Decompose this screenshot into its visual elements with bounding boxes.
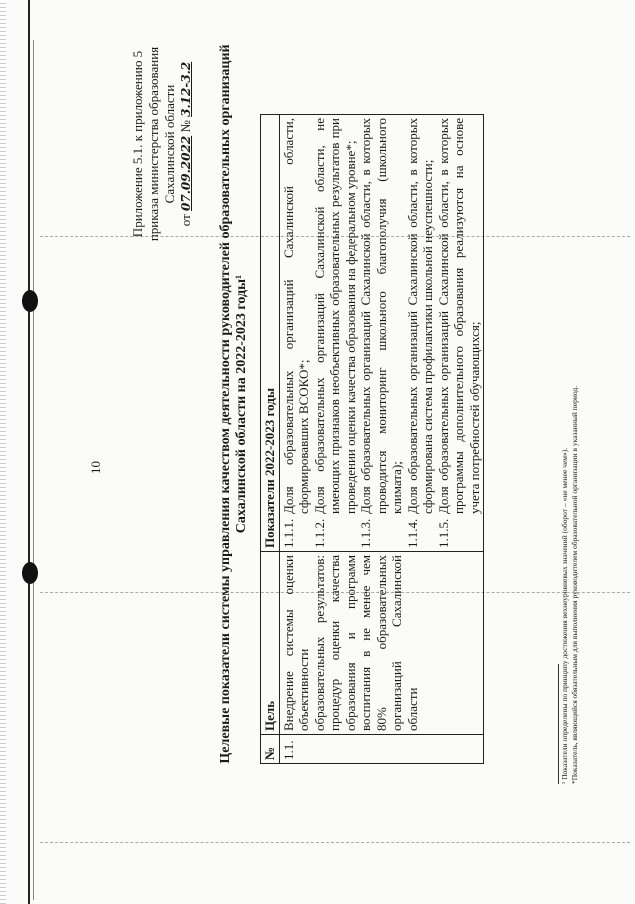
table-row	[279, 115, 484, 764]
title-line: Сахалинской области на 2022-2023 годы¹	[234, 274, 249, 534]
annex-header	[130, 24, 194, 264]
indicators-table	[260, 114, 484, 764]
row-goal: Внедрение системы оценки объективности образовательных результатов: процедур оценки качества образования и программ воспитания в не менее чем 80% образовательных организаций Сахалинской области	[279, 552, 484, 735]
footnotes	[560, 386, 580, 784]
footnote-separator	[558, 664, 559, 784]
handwritten-number: 3.12-3.2	[179, 61, 193, 117]
handwritten-date: 07.09.2022	[179, 135, 193, 211]
indicator-item	[312, 118, 359, 548]
indicator-text: Доля образовательных организаций Сахалинской области, сформировавших ВСОКО*;	[280, 118, 311, 514]
indicator-number: 1.1.4.	[404, 518, 420, 548]
table-header-row	[261, 115, 280, 764]
header-num: №	[261, 735, 280, 764]
header-goal: Цель	[261, 552, 280, 735]
footnote: ¹ Показатели определены по принципу достижения вехнеуровневых значений (оборот – «не менее чем»).	[560, 447, 569, 784]
indicator-item	[405, 118, 436, 548]
document-title	[218, 24, 250, 784]
indicator-number: 1.1.1.	[280, 518, 296, 548]
indicator-number: 1.1.5.	[435, 518, 451, 548]
number-label: №	[178, 120, 193, 133]
indicator-text: Доля образовательных организаций Сахалинской области, в которых программы дополнительного образования реализуются на основе учета потребностей обучающихся;	[435, 118, 482, 514]
annex-line: Сахалинской области	[162, 84, 177, 204]
annex-date-line	[178, 24, 194, 264]
header-indicators: Показатели 2022-2023 годы	[261, 115, 280, 552]
annex-line: Приложение 5.1. к приложению 5	[130, 50, 145, 238]
row-indicators	[279, 115, 484, 552]
indicator-text: Доля образовательных организаций Сахалинской области, в которых проводится мониторинг школьного благополучия (школьного климата);	[358, 118, 404, 514]
indicator-number: 1.1.3.	[358, 518, 373, 548]
annex-line: приказа министерства образования	[146, 46, 161, 242]
indicator-text: Доля образовательных организаций Сахалинской области, не имеющих признаков необъективных образовательных результатов при проведении оценки качества образования на федеральном уровне*;	[311, 118, 358, 514]
indicator-number: 1.1.2.	[311, 518, 327, 548]
indicator-item	[358, 118, 405, 548]
title-line: Целевые показатели системы управления качеством деятельности руководителей образовательных организаций	[218, 44, 233, 764]
footnote: *Показатель, являющийся обязательным для выполнения руководителем образовательной организации в указанный период.	[570, 385, 579, 784]
date-prefix: от	[178, 214, 193, 227]
indicator-item	[436, 118, 483, 548]
indicator-item	[281, 118, 312, 548]
row-number: 1.1.	[279, 735, 484, 764]
indicator-text: Доля образовательных организаций Сахалинской области, в которых сформирована система профилактики школьной неуспешности;	[404, 118, 435, 514]
page-number: 10	[88, 461, 103, 474]
